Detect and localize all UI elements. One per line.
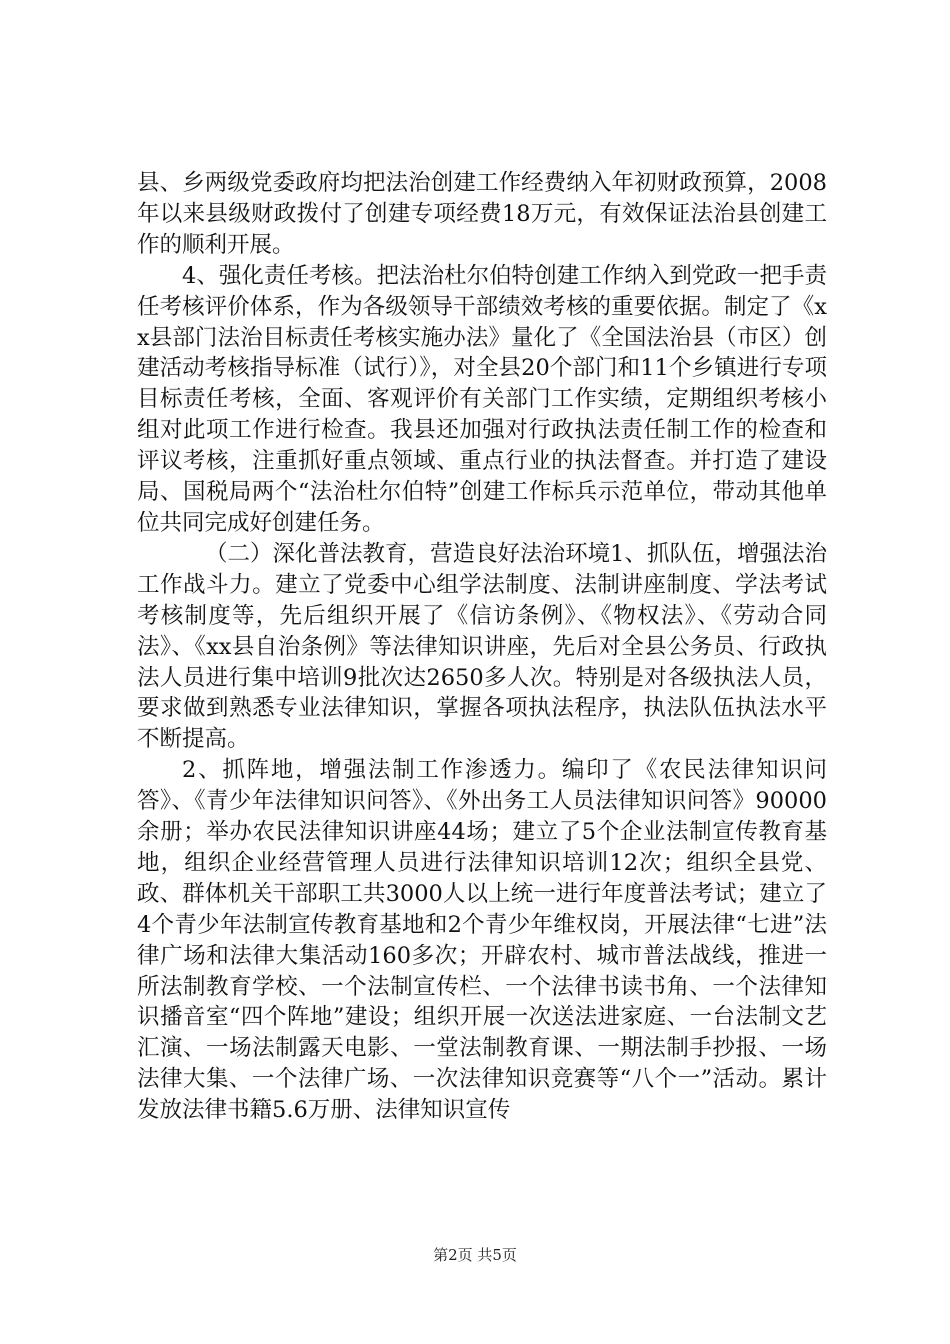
paragraph-legal-education-base: 2、抓阵地，增强法制工作渗透力。编印了《农民法律知识问答》、《青少年法律知识问答》、《外出务工人员法律知识问答》90000余册；举办农民法律知识讲座44场；建立了5个企业法制宣传教育基地，组织企业经营管理人员进行法律知识培训12次；组织全县党、政、群体机关干部职工共3000人以上统一进行年度普法考试；建立了4个青少年法制宣传教育基地和2个青少年维权岗，开展法律“七进”法律广场和法律大集活动160多次；开辟农村、城市普法战线，推进一所法制教育学校、一个法制宣传栏、一个法律书读书角、一个法律知识播音室“四个阵地”建设；组织开展一次送法进家庭、一台法制文艺汇演、一场法制露天电影、一堂法制教育课、一期法制手抄报、一场法律大集、一个法律广场、一次法律知识竞赛等“八个一”活动。累计发放法律书籍5.6万册、法律知识宣传 xyxy=(137,757,827,1124)
paragraph-funding: 县、乡两级党委政府均把法治创建工作经费纳入年初财政预算，2008年以来县级财政拨付了创建专项经费18万元，有效保证法治县创建工作的顺利开展。 xyxy=(137,170,827,258)
paragraph-responsibility-assessment: 4、强化责任考核。把法治杜尔伯特创建工作纳入到党政一把手责任考核评价体系，作为各级领导干部绩效考核的重要依据。制定了《xx县部门法治目标责任考核实施办法》量化了《全国法治县（市区）创建活动考核指导标准（试行）》，对全县20个部门和11个乡镇进行专项目标责任考核，全面、客观评价有关部门工作实绩，定期组织考核小组对此项工作进行检查。我县还加强对行政执法责任制工作的检查和评议考核，注重抓好重点领域、重点行业的执法督查。并打造了建设局、国税局两个“法治杜尔伯特”创建工作标兵示范单位，带动其他单位共同完成好创建任务。 xyxy=(137,262,827,536)
page-footer: 第2页 共5页 xyxy=(433,1246,517,1264)
paragraph-legal-education-team: （二）深化普法教育，营造良好法治环境1、抓队伍，增强法治工作战斗力。建立了党委中心组学法制度、法制讲座制度、学法考试考核制度等，先后组织开展了《信访条例》、《物权法》、《劳动合同法》、《xx县自治条例》等法律知识讲座，先后对全县公务员、行政执法人员进行集中培训9批次达2650多人次。特别是对各级执法人员，要求做到熟悉专业法律知识，掌握各项执法程序，执法队伍执法水平不断提高。 xyxy=(137,540,827,753)
document-body xyxy=(137,168,827,1126)
